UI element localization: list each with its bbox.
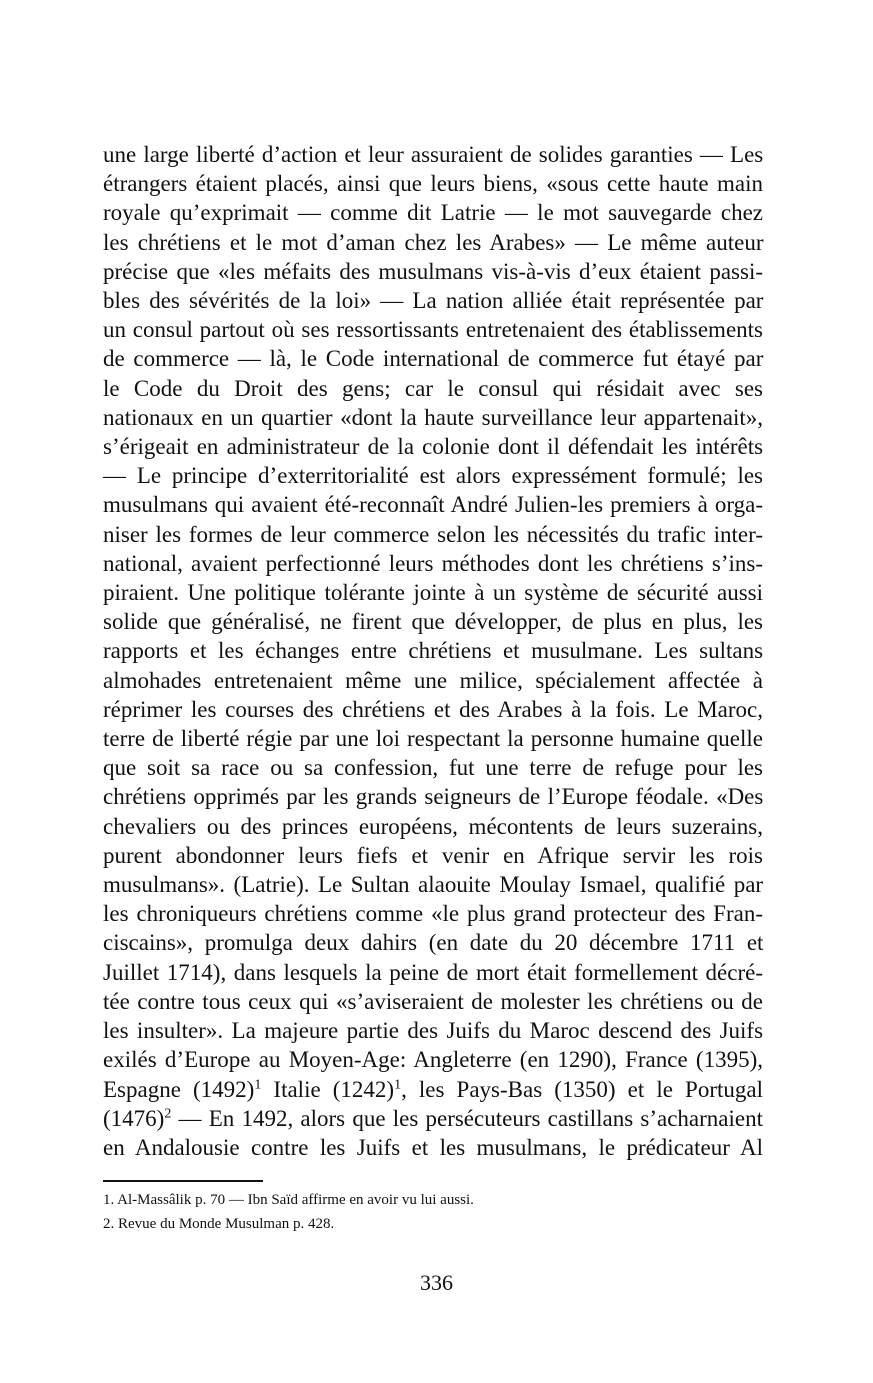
footnote: 2. Revue du Monde Musulman p. 428.	[103, 1216, 335, 1232]
text-line: le Code du Droit des gens; car le consul qui résidait avec ses	[103, 375, 763, 401]
text-line	[103, 1104, 763, 1133]
text-line: Juillet 1714), dans lesquels la peine de mort était formellement décré-	[103, 959, 763, 985]
text-line: niser les formes de leur commerce selon les nécessités du trafic inter-	[103, 521, 763, 547]
text-line: les insulter». La majeure partie des Juifs du Maroc descend des Juifs	[103, 1018, 764, 1044]
text-line: chrétiens opprimés par les grands seigneurs de l’Europe féodale. «Des	[103, 784, 764, 810]
text-line: en Andalousie contre les Juifs et les musulmans, le prédicateur Al	[103, 1134, 763, 1160]
text-line: réprimer les courses des chrétiens et des Arabes à la fois. Le Maroc,	[103, 696, 763, 722]
text-line: purent abondonner leurs fiefs et venir en Afrique servir les rois	[103, 842, 763, 868]
text-line: terre de liberté régie par une loi respectant la personne humaine quelle	[103, 726, 763, 752]
text-line: rapports et les échanges entre chrétiens et musulmane. Les sultans	[103, 638, 764, 664]
footnote-divider	[103, 1180, 263, 1182]
text-line: les chrétiens et le mot d’aman chez les Arabes» — Le même auteur	[103, 229, 764, 255]
text-line: les chroniqueurs chrétiens comme «le plus grand protecteur des Fran-	[103, 901, 763, 927]
page-number: 336	[420, 1270, 453, 1295]
footnote-ref: 1	[394, 1076, 402, 1092]
text-line: s’érigeait en administrateur de la colonie dont il défendait les intérêts	[103, 434, 764, 460]
text-line: musulmans». (Latrie). Le Sultan alaouite Moulay Ismael, qualifié par	[103, 872, 764, 898]
text-fragment: — En 1492, alors que les persécuteurs castillans s’acharnaient	[171, 1105, 763, 1131]
footnote-ref: 2	[164, 1106, 172, 1122]
text-line: ciscains», promulga deux dahirs (en date du 20 décembre 1711 et	[103, 930, 764, 956]
body-paragraph	[103, 140, 763, 1162]
text-fragment: (1476)	[103, 1105, 165, 1131]
text-line: nationaux en un quartier «dont la haute surveillance leur appartenait»,	[103, 404, 763, 430]
text-line: — Le principe d’exterritorialité est alors expressément formulé; les	[103, 463, 763, 489]
text-line: bles des sévérités de la loi» — La nation alliée était représentée par	[103, 288, 764, 314]
text-line: tée contre tous ceux qui «s’aviseraient de molester les chrétiens ou de	[103, 988, 763, 1014]
text-line: royale qu’exprimait — comme dit Latrie — le mot sauvegarde chez	[103, 200, 763, 226]
text-line: chevaliers ou des princes européens, mécontents de leurs suzerains,	[103, 813, 763, 839]
text-line: de commerce — là, le Code international de commerce fut étayé par	[103, 346, 764, 372]
text-fragment: Espagne (1492)	[103, 1076, 255, 1102]
footnote-ref: 1	[254, 1076, 262, 1092]
text-line: une large liberté d’action et leur assuraient de solides garanties — Les	[103, 142, 764, 167]
text-line	[103, 1075, 763, 1104]
text-line: étrangers étaient placés, ainsi que leurs biens, «sous cette haute main	[103, 171, 763, 197]
text-line: solide que généralisé, ne firent que développer, de plus en plus, les	[103, 609, 763, 635]
footnotes	[103, 1188, 763, 1236]
text-line: almohades entretenaient même une milice, spécialement affectée à	[103, 667, 763, 693]
text-line: national, avaient perfectionné leurs méthodes dont les chrétiens s’ins-	[103, 550, 763, 576]
text-line: piraient. Une politique tolérante jointe à un système de sécurité aussi	[103, 580, 763, 606]
text-fragment: Italie (1242)	[261, 1076, 395, 1102]
text-line: précise que «les méfaits des musulmans vis-à-vis d’eux étaient passi-	[103, 258, 763, 284]
text-line: que soit sa race ou sa confession, fut une terre de refuge pour les	[103, 755, 763, 781]
text-fragment: , les Pays-Bas (1350) et le Portugal	[401, 1076, 763, 1102]
text-line: musulmans qui avaient été-reconnaît André Julien-les premiers à orga-	[103, 492, 763, 518]
footnote: 1. Al-Massâlik p. 70 — Ibn Saïd affirme en avoir vu lui aussi.	[103, 1192, 474, 1208]
text-line: un consul partout où ses ressortissants entretenaient des établissements	[103, 317, 763, 343]
text-line: exilés d’Europe au Moyen-Age: Angleterre (en 1290), France (1395),	[103, 1047, 763, 1073]
